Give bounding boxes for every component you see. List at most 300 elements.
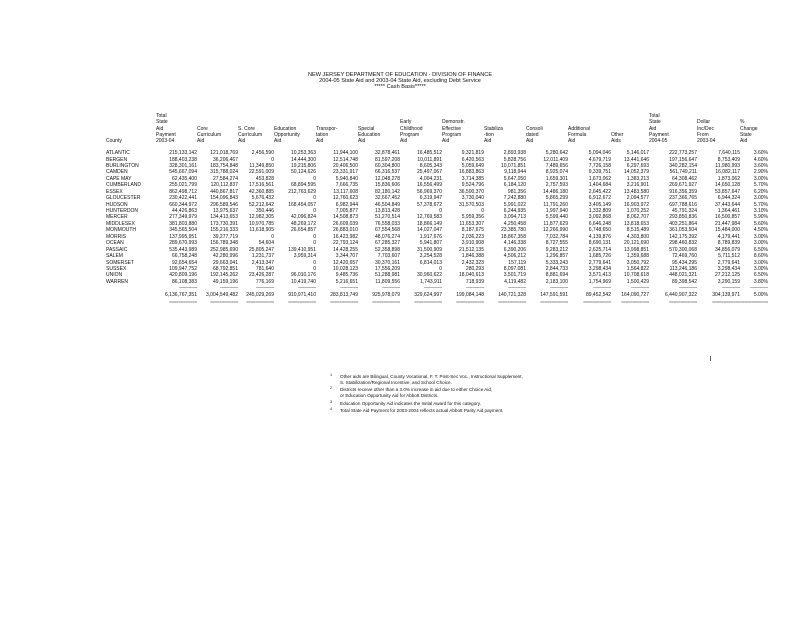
table-cell: 183,754,848: [210, 162, 238, 169]
rule-segment: ---------------: [679, 285, 697, 291]
table-cell: 54,604: [258, 240, 274, 247]
total-cell: 3,004,549,482: [206, 292, 238, 299]
table-cell: 7,640,115: [718, 150, 740, 157]
column-header: Stabiliza -tion Aid: [484, 125, 503, 145]
table-cell: 230,422,441: [169, 195, 197, 202]
table-cell: 6.50%: [753, 246, 768, 253]
rule-segment: ============: [372, 299, 400, 305]
report-basis-note: ***** Cash Basis*****: [374, 84, 426, 91]
rule-segment: ---------------: [382, 285, 400, 291]
table-cell: 5,959,356: [461, 214, 484, 221]
table-cell: 0: [313, 195, 316, 202]
table-cell: 27,212,125: [714, 272, 740, 279]
table-cell: 1,364,461: [717, 208, 740, 214]
table-cell: 21,447,984: [714, 220, 740, 227]
county-name: UNION: [106, 272, 123, 279]
table-cell: 62,435,400: [171, 175, 197, 182]
table-cell: 25,805,247: [248, 246, 274, 253]
table-cell: 280,293: [465, 265, 484, 272]
table-cell: 8,605,343: [419, 162, 442, 169]
table-cell: 13,441,646: [623, 156, 649, 163]
table-cell: 212,763,629: [288, 188, 316, 195]
table-cell: 3,405,149: [588, 201, 611, 208]
county-name: ATLANTIC: [106, 150, 130, 157]
table-cell: 15,836,606: [374, 182, 400, 189]
table-cell: 5,599,440: [545, 214, 568, 221]
table-cell: 1,070,252: [626, 208, 649, 214]
county-name: HUNTERDON: [106, 208, 138, 214]
county-name: BURLINGTON: [106, 162, 139, 169]
table-cell: 718,939: [465, 278, 484, 285]
table-cell: 289,670,993: [169, 240, 197, 247]
column-header: Additional Formula Aid: [568, 125, 590, 145]
table-cell: 3,501,719: [503, 272, 526, 279]
table-cell: 3,050,792: [626, 259, 649, 266]
table-cell: 255,021,799: [169, 182, 197, 189]
table-cell: 197,156,647: [669, 156, 697, 163]
table-cell: 3.00%: [753, 195, 768, 202]
table-cell: 6,297,693: [626, 162, 649, 169]
table-cell: 340,282,154: [669, 162, 697, 169]
table-cell: 16,485,512: [416, 150, 442, 157]
table-cell: 5,059,649: [461, 162, 484, 169]
table-cell: 1,997,940: [545, 208, 568, 214]
table-cell: 6,748,650: [588, 227, 611, 234]
table-cell: 16,082,117: [715, 169, 740, 176]
table-cell: 37,443,644: [714, 201, 740, 208]
table-cell: 5,991,022: [503, 201, 526, 208]
table-cell: 222,773,257: [669, 150, 697, 157]
table-cell: 315,788,024: [210, 169, 238, 176]
footnote-marker: 2: [330, 386, 333, 391]
table-cell: 8,690,131: [588, 240, 611, 247]
rule-segment: ============: [712, 299, 740, 305]
county-name: BERGEN: [106, 156, 128, 163]
report-subtitle: 2004-05 State Aid and 2003-04 State Aid, excluding Debt Service: [319, 78, 481, 85]
table-cell: 12,982,305: [248, 214, 274, 221]
table-cell: 12,420,657: [332, 259, 358, 266]
table-cell: 7,242,880: [503, 195, 526, 202]
table-cell: 0: [313, 240, 316, 247]
table-cell: 10,011,891: [417, 156, 442, 163]
table-cell: 4.60%: [753, 156, 768, 163]
table-cell: 3.00%: [753, 240, 768, 247]
table-cell: 60,304,800: [374, 162, 400, 169]
footnote-text: or Education Opportunity Aid for Abbott Districts.: [340, 393, 439, 399]
table-cell: 11,944,100: [333, 150, 358, 157]
rule-segment: ============: [210, 299, 238, 305]
total-cell: [106, 291, 156, 299]
table-cell: 92,654,654: [171, 259, 197, 266]
table-cell: 1,296,857: [545, 253, 568, 260]
column-header: Special Education Aid: [358, 125, 381, 145]
table-cell: 53,857,647: [714, 188, 740, 195]
table-cell: 20,406,500: [332, 162, 358, 169]
table-cell: 13,975,637: [212, 208, 238, 214]
footnote-text: Other aids are Bilingual, County Vocational, F. T. Post-Sec Voc., Instructional Supplement,: [340, 374, 523, 379]
table-cell: 1,359,688: [626, 253, 649, 260]
table-cell: 120,112,837: [210, 182, 238, 189]
table-cell: 6,646,248: [588, 220, 611, 227]
column-header: Total State Aid Payment 2004-05: [649, 112, 669, 145]
table-cell: 67,285,327: [374, 240, 400, 247]
rule-segment: ============: [669, 299, 697, 305]
total-cell: 5.00%: [753, 292, 768, 299]
table-cell: 2,183,100: [545, 278, 568, 285]
table-cell: 5,676,432: [251, 195, 274, 202]
table-cell: 9,339,751: [588, 169, 611, 176]
table-cell: 51,270,514: [374, 214, 400, 221]
county-name: CUMBERLAND: [106, 182, 142, 189]
table-cell: 16,423,982: [332, 233, 358, 240]
table-cell: 49,159,196: [212, 278, 238, 285]
footnote-marker: 3: [330, 399, 333, 404]
table-cell: 1,383,213: [626, 175, 649, 182]
footnote-text: Education Opportunity Aid indicates the Initial Award for this category.: [340, 400, 482, 406]
column-header: Consoli dated Aid: [526, 125, 543, 145]
table-cell: 2,456,590: [251, 150, 274, 157]
rule-segment: ============: [456, 299, 484, 305]
table-cell: 39,277,719: [212, 233, 238, 240]
total-cell: 304,139,971: [712, 292, 740, 299]
rule-segment: ============: [740, 299, 768, 305]
table-cell: 7,726,158: [588, 162, 611, 169]
table-cell: 2,779,641: [588, 259, 611, 266]
footnote-text: Total State Aid Payment for 2003-2004 reflects actual Abbott Parity Aid payment.: [340, 407, 504, 413]
footnote-marker: 4: [330, 406, 333, 411]
table-cell: 68,792,851: [212, 265, 238, 272]
table-cell: 23,385,780: [500, 227, 526, 234]
table-cell: 2,625,714: [588, 246, 611, 253]
table-cell: 14,508,873: [332, 214, 358, 221]
table-cell: 139,410,951: [288, 246, 316, 253]
table-body: [106, 146, 768, 305]
table-cell: 8,097,081: [503, 265, 526, 272]
table-cell: 26,883,010: [332, 227, 358, 234]
table-cell: 0: [271, 156, 274, 163]
table-cell: 3.00%: [753, 175, 768, 182]
table-cell: 14,444,300: [290, 156, 316, 163]
table-cell: 5,940,840: [335, 175, 358, 182]
table-cell: 13,813,428: [374, 208, 400, 214]
table-cell: 361,053,504: [669, 227, 697, 234]
county-name: MONMOUTH: [106, 227, 136, 234]
footnote: [330, 387, 523, 399]
table-cell: 12,048,278: [374, 175, 400, 182]
table-cell: 1,659,301: [545, 175, 568, 182]
table-cell: 13,483,580: [623, 188, 649, 195]
table-cell: 6,944,324: [717, 195, 740, 202]
table-cell: 17,556,209: [374, 265, 400, 272]
table-cell: 0: [313, 265, 316, 272]
table-cell: 453,828: [255, 175, 274, 182]
table-cell: 8,881,694: [545, 272, 568, 279]
table-cell: 0: [313, 175, 316, 182]
table-cell: 1,500,429: [626, 278, 649, 285]
table-cell: 8,062,707: [626, 214, 649, 221]
table-cell: 34,856,079: [714, 246, 740, 253]
table-cell: 3,959,314: [293, 253, 316, 260]
county-name: MIDDLESEX: [106, 220, 135, 227]
table-cell: 96,010,176: [290, 272, 316, 279]
table-cell: 345,565,504: [169, 227, 197, 234]
table-cell: 19,215,806: [290, 162, 316, 169]
table-cell: 3,298,434: [717, 265, 740, 272]
table-cell: 1,685,726: [588, 253, 611, 260]
table-cell: 173,730,391: [210, 220, 238, 227]
table-cell: 420,809,196: [169, 272, 197, 279]
table-cell: 109,947,752: [169, 265, 197, 272]
table-cell: 12,769,583: [416, 214, 442, 221]
table-cell: 50,124,626: [290, 169, 316, 176]
rule-segment: ---------------: [424, 285, 442, 291]
table-cell: 14,486,180: [542, 188, 568, 195]
table-cell: 21,512,135: [458, 246, 484, 253]
table-cell: 45,791,324: [671, 208, 697, 214]
table-cell: 5,941,807: [419, 240, 442, 247]
county-name: HUDSON: [106, 201, 128, 208]
table-cell: 10,970,785: [248, 220, 274, 227]
rule-segment: ============: [330, 299, 358, 305]
county-name: WARREN: [106, 278, 129, 285]
rule-segment: ============: [498, 299, 526, 305]
table-cell: 7,489,656: [545, 162, 568, 169]
table-cell: 11,980,993: [715, 162, 740, 169]
table-cell: 2,413,347: [251, 259, 274, 266]
table-cell: 25,497,067: [416, 169, 442, 176]
table-cell: 64,308,462: [671, 175, 697, 182]
total-cell: 925,978,079: [372, 292, 400, 299]
table-cell: 48,076,274: [374, 233, 400, 240]
table-cell: 1,564,822: [626, 265, 649, 272]
county-name: GLOUCESTER: [106, 195, 141, 202]
table-cell: 8,789,839: [717, 240, 740, 247]
county-name: OCEAN: [106, 240, 124, 247]
column-header: County: [106, 138, 122, 145]
table-cell: 44,426,863: [171, 208, 197, 214]
rule-segment: ============: [540, 299, 568, 305]
table-cell: 121,018,769: [210, 150, 238, 157]
table-cell: 6,814,013: [419, 259, 442, 266]
table-cell: 27,584,274: [212, 175, 238, 182]
table-cell: 3,344,707: [335, 253, 358, 260]
table-cell: 269,671,927: [669, 182, 697, 189]
column-header: Core Curriculum Aid: [197, 125, 222, 145]
table-cell: 2,893,938: [503, 150, 526, 157]
table-cell: 8,727,555: [545, 240, 568, 247]
total-cell: 89,452,542: [585, 292, 611, 299]
table-cell: 862,498,712: [169, 188, 197, 195]
table-cell: 237,366,765: [669, 195, 697, 202]
table-cell: 9,283,212: [545, 246, 568, 253]
table-cell: 14,428,255: [332, 246, 358, 253]
table-cell: 8.60%: [753, 253, 768, 260]
rule-segment: ============: [621, 299, 649, 305]
rule-segment: ---------------: [631, 285, 649, 291]
table-cell: 3,216,901: [626, 182, 649, 189]
table-cell: 13,117,608: [333, 188, 358, 195]
report-title-block: [0, 72, 800, 91]
rule-segment: ============: [414, 299, 442, 305]
table-cell: 2.90%: [753, 169, 768, 176]
table-cell: 8,187,675: [461, 227, 484, 234]
table-cell: 1,917,676: [419, 233, 442, 240]
table-cell: 188,403,238: [169, 156, 197, 163]
total-cell: 283,813,749: [330, 292, 358, 299]
table-cell: 26,609,039: [332, 220, 358, 227]
table-cell: 3.00%: [753, 259, 768, 266]
table-cell: 6,390,206: [503, 246, 526, 253]
table-cell: 3,290,159: [717, 278, 740, 285]
table-cell: 1,404,684: [588, 182, 611, 189]
table-cell: 57,378,672: [416, 201, 442, 208]
table-cell: 192,145,262: [210, 272, 238, 279]
table-cell: 0: [313, 259, 316, 266]
table-cell: 448,021,321: [669, 272, 697, 279]
table-cell: 5.70%: [753, 201, 768, 208]
table-cell: 697,788,616: [669, 201, 697, 208]
table-cell: 6,184,120: [503, 182, 526, 189]
table-cell: 10,071,851: [500, 162, 526, 169]
table-cell: 776,169: [255, 278, 274, 285]
county-name: CAMDEN: [106, 169, 128, 176]
table-cell: 12,266,990: [542, 227, 568, 234]
table-cell: 42,360,885: [248, 188, 274, 195]
totals-row: [106, 291, 768, 299]
table-cell: 5.60%: [753, 220, 768, 227]
report-title: NEW JERSEY DEPARTMENT OF EDUCATION - DIVISION OF FINANCE: [307, 72, 493, 78]
table-cell: 781,640: [255, 265, 274, 272]
page-margin-mark: [710, 356, 711, 361]
table-cell: 18,866,149: [416, 220, 442, 227]
county-name: SUSSEX: [106, 265, 127, 272]
column-header: Transpor- tation Aid: [316, 125, 338, 145]
table-cell: 4.50%: [753, 227, 768, 234]
table-cell: 3,714,385: [461, 175, 484, 182]
table-cell: 1,873,062: [717, 175, 740, 182]
table-cell: 2,432,323: [461, 259, 484, 266]
table-cell: 11,618,905: [249, 227, 274, 234]
table-cell: 89,398,542: [671, 278, 697, 285]
table-cell: 168,454,057: [288, 201, 316, 208]
table-cell: 22,591,009: [248, 169, 274, 176]
table-cell: 5,216,651: [335, 278, 358, 285]
table-cell: 17,516,561: [248, 182, 274, 189]
county-name: SOMERSET: [106, 259, 135, 266]
table-cell: 51,288,981: [374, 272, 400, 279]
county-name: MERCER: [106, 214, 128, 221]
table-cell: 252,985,690: [210, 246, 238, 253]
table-cell: 2,844,733: [545, 265, 568, 272]
table-cell: 296,589,546: [210, 201, 238, 208]
table-cell: 7,005,877: [335, 208, 358, 214]
table-cell: 293,850,836: [669, 214, 697, 221]
table-cell: 13,818,653: [623, 220, 649, 227]
column-header: % Change State Aid: [740, 119, 758, 145]
table-cell: 1,673,062: [588, 175, 611, 182]
table-cell: 4,179,441: [717, 233, 740, 240]
table-cell: 535,443,989: [169, 246, 197, 253]
table-cell: 5,711,512: [718, 253, 740, 260]
table-cell: 7,032,784: [545, 233, 568, 240]
county-name: ESSEX: [106, 188, 123, 195]
table-cell: 10,253,363: [290, 150, 316, 157]
table-cell: 7,703,607: [377, 253, 400, 260]
table-cell: 8,753,409: [717, 156, 740, 163]
table-cell: 86,108,383: [171, 278, 197, 285]
rule-segment: ---------------: [466, 285, 484, 291]
table-cell: 3,254,528: [419, 253, 442, 260]
table-cell: 11,809,556: [375, 278, 400, 285]
table-cell: 570,300,068: [669, 246, 697, 253]
table-cell: 8,925,074: [545, 169, 568, 176]
total-cell: 245,029,269: [246, 292, 274, 299]
table-cell: 7,666,735: [335, 182, 358, 189]
table-cell: 9,524,796: [461, 182, 484, 189]
table-cell: 72,469,760: [671, 253, 697, 260]
table-cell: 1,846,388: [461, 253, 484, 260]
footnote: [330, 374, 523, 386]
table-cell: 5.70%: [753, 182, 768, 189]
table-cell: 46,504,849: [374, 201, 400, 208]
table-cell: 48,269,172: [290, 220, 316, 227]
table-cell: 142,175,392: [669, 233, 697, 240]
table-cell: 6.50%: [753, 272, 768, 279]
table-cell: 298,460,832: [669, 240, 697, 247]
table-cell: 113,246,186: [669, 265, 697, 272]
table-cell: 12,011,409: [543, 156, 568, 163]
table-cell: 29,663,041: [212, 259, 238, 266]
column-header: Demonstr. Effective Program Aid: [442, 119, 465, 145]
table-cell: 328,301,161: [169, 162, 197, 169]
table-cell: 277,349,979: [169, 214, 197, 221]
table-cell: 32,878,461: [374, 150, 400, 157]
total-cell: 164,090,727: [621, 292, 649, 299]
table-cell: 3.60%: [753, 162, 768, 169]
table-cell: 0: [271, 233, 274, 240]
table-cell: 215,133,142: [169, 150, 197, 157]
table-cell: 5,828,756: [503, 156, 526, 163]
table-cell: 66,316,537: [374, 169, 400, 176]
rule-segment: [106, 299, 156, 305]
table-cell: 36,500,370: [458, 188, 484, 195]
table-cell: 3,094,713: [503, 214, 526, 221]
total-cell: 147,591,591: [540, 292, 568, 299]
table-cell: 3,571,413: [588, 272, 611, 279]
table-cell: 1,231,737: [251, 253, 274, 260]
table-cell: 561,749,211: [669, 169, 697, 176]
table-cell: 3.80%: [753, 278, 768, 285]
table-cell: 0: [313, 208, 316, 214]
table-cell: 22,793,124: [332, 240, 358, 247]
table-cell: 36,206,467: [212, 156, 238, 163]
total-cell: 140,721,328: [498, 292, 526, 299]
footnote-text: S. Stabilization/Regional Incentive, and School Choice.: [340, 380, 452, 385]
table-cell: 381,803,880: [169, 220, 197, 227]
table-header-row: [106, 100, 768, 146]
rule-segment: ---------------: [508, 285, 526, 291]
table-cell: 660,344,972: [169, 201, 197, 208]
table-cell: 3,910,908: [461, 240, 484, 247]
total-cell: 6,440,907,322: [665, 292, 697, 299]
footnotes: [330, 374, 523, 415]
table-cell: 52,358,898: [374, 246, 400, 253]
rule-segment: ---------------: [256, 285, 274, 291]
table-cell: 2,094,577: [626, 195, 649, 202]
table-cell: 3,298,434: [588, 265, 611, 272]
table-cell: 15,484,000: [714, 227, 740, 234]
total-cell: 6,136,767,351: [165, 292, 197, 299]
